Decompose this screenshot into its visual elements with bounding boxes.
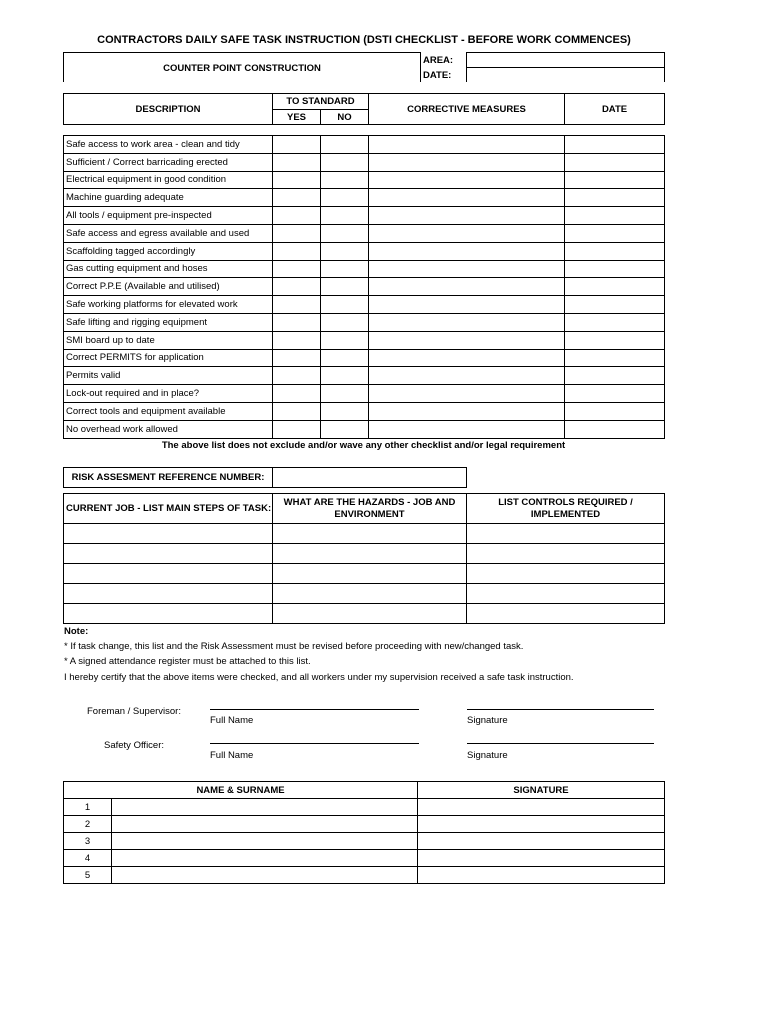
checklist-no-cell[interactable] [321, 331, 369, 349]
checklist-corrective-cell[interactable] [369, 207, 565, 225]
risk-cell[interactable] [467, 604, 665, 624]
checklist-corrective-cell[interactable] [369, 420, 565, 438]
foreman-signature-label: Signature [467, 715, 508, 726]
checklist-item-label: Correct tools and equipment available [64, 402, 273, 420]
checklist-no-cell[interactable] [321, 242, 369, 260]
checklist-row [64, 189, 665, 207]
checklist-header [63, 93, 665, 125]
checklist-table [63, 135, 665, 439]
risk-cell[interactable] [467, 584, 665, 604]
checklist-date-cell[interactable] [565, 349, 665, 367]
attendance-row [64, 816, 665, 833]
checklist-yes-cell[interactable] [273, 189, 321, 207]
checklist-date-cell[interactable] [565, 313, 665, 331]
checklist-corrective-cell[interactable] [369, 278, 565, 296]
risk-cell[interactable] [273, 524, 467, 544]
risk-cell[interactable] [273, 544, 467, 564]
checklist-no-cell[interactable] [321, 224, 369, 242]
risk-cell[interactable] [64, 604, 273, 624]
checklist-row [64, 402, 665, 420]
checklist-row [64, 313, 665, 331]
checklist-no-cell[interactable] [321, 278, 369, 296]
attendance-signature-cell[interactable] [418, 816, 665, 833]
header-table [63, 52, 665, 84]
checklist-yes-cell[interactable] [273, 278, 321, 296]
attendance-name-cell[interactable] [112, 850, 418, 867]
checklist-row [64, 171, 665, 189]
checklist-date-cell[interactable] [565, 402, 665, 420]
foreman-signature-line[interactable] [467, 709, 654, 710]
checklist-yes-cell[interactable] [273, 136, 321, 154]
attendance-signature-cell[interactable] [418, 867, 665, 884]
checklist-yes-cell[interactable] [273, 242, 321, 260]
checklist-no-cell[interactable] [321, 420, 369, 438]
checklist-row [64, 260, 665, 278]
attendance-signature-cell[interactable] [418, 833, 665, 850]
checklist-item-label: Safe access to work area - clean and tidy [64, 136, 273, 154]
checklist-item-label: Safe access and egress available and used [64, 224, 273, 242]
checklist-corrective-cell[interactable] [369, 349, 565, 367]
checklist-yes-cell[interactable] [273, 313, 321, 331]
col-date: DATE [565, 94, 665, 125]
company-name: COUNTER POINT CONSTRUCTION [64, 53, 421, 84]
attendance-signature-cell[interactable] [418, 850, 665, 867]
col-hazards: WHAT ARE THE HAZARDS - JOB AND ENVIRONMENT [273, 494, 467, 524]
col-controls: LIST CONTROLS REQUIRED / IMPLEMENTED [467, 494, 665, 524]
checklist-row [64, 296, 665, 314]
safety-officer-label: Safety Officer: [104, 740, 165, 751]
checklist-no-cell[interactable] [321, 349, 369, 367]
risk-table [63, 493, 665, 624]
page-title: CONTRACTORS DAILY SAFE TASK INSTRUCTION (DSTI CHECKLIST - BEFORE WORK COMMENCES) [97, 34, 631, 46]
risk-cell[interactable] [64, 584, 273, 604]
risk-cell[interactable] [64, 544, 273, 564]
checklist-yes-cell[interactable] [273, 402, 321, 420]
checklist-date-cell[interactable] [565, 189, 665, 207]
checklist-no-cell[interactable] [321, 296, 369, 314]
risk-cell[interactable] [467, 544, 665, 564]
checklist-row [64, 278, 665, 296]
checklist-corrective-cell[interactable] [369, 153, 565, 171]
foreman-label: Foreman / Supervisor: [87, 706, 181, 717]
checklist-row [64, 136, 665, 154]
safety-signature-label: Signature [467, 750, 508, 761]
checklist-date-cell[interactable] [565, 420, 665, 438]
checklist-yes-cell[interactable] [273, 171, 321, 189]
checklist-item-label: Gas cutting equipment and hoses [64, 260, 273, 278]
checklist-corrective-cell[interactable] [369, 385, 565, 403]
checklist-row [64, 331, 665, 349]
risk-cell[interactable] [467, 564, 665, 584]
checklist-yes-cell[interactable] [273, 331, 321, 349]
checklist-date-cell[interactable] [565, 207, 665, 225]
checklist-date-cell[interactable] [565, 260, 665, 278]
checklist-date-cell[interactable] [565, 224, 665, 242]
checklist-date-cell[interactable] [565, 385, 665, 403]
checklist-yes-cell[interactable] [273, 367, 321, 385]
checklist-yes-cell[interactable] [273, 224, 321, 242]
checklist-date-cell[interactable] [565, 331, 665, 349]
checklist-item-label: Machine guarding adequate [64, 189, 273, 207]
checklist-row [64, 385, 665, 403]
checklist-no-cell[interactable] [321, 402, 369, 420]
attendance-row [64, 850, 665, 867]
foreman-full-name-label: Full Name [210, 715, 254, 726]
checklist-no-cell[interactable] [321, 313, 369, 331]
attendance-name-cell[interactable] [112, 799, 418, 816]
checklist-row [64, 207, 665, 225]
checklist-yes-cell[interactable] [273, 153, 321, 171]
checklist-corrective-cell[interactable] [369, 260, 565, 278]
note-heading: Note: [64, 626, 89, 637]
risk-cell[interactable] [64, 564, 273, 584]
safety-full-name-label: Full Name [210, 750, 254, 761]
date-label: DATE: [421, 68, 467, 84]
checklist-date-cell[interactable] [565, 278, 665, 296]
checklist-row [64, 349, 665, 367]
checklist-date-cell[interactable] [565, 136, 665, 154]
checklist-yes-cell[interactable] [273, 296, 321, 314]
certify-text: I hereby certify that the above items were checked, and all workers under my supervision received a safe task instruction. [64, 672, 574, 683]
checklist-item-label: Safe working platforms for elevated work [64, 296, 273, 314]
checklist-corrective-cell[interactable] [369, 189, 565, 207]
area-label: AREA: [421, 53, 467, 68]
checklist-date-cell[interactable] [565, 296, 665, 314]
note-line-2: * A signed attendance register must be attached to this list. [64, 656, 311, 667]
checklist-yes-cell[interactable] [273, 207, 321, 225]
attendance-row-number: 1 [64, 799, 112, 816]
checklist-yes-cell[interactable] [273, 420, 321, 438]
checklist-corrective-cell[interactable] [369, 313, 565, 331]
checklist-item-label: Correct PERMITS for application [64, 349, 273, 367]
col-to-standard: TO STANDARD [273, 94, 369, 110]
checklist-item-label: No overhead work allowed [64, 420, 273, 438]
checklist-item-label: Scaffolding tagged accordingly [64, 242, 273, 260]
col-name-surname: NAME & SURNAME [64, 782, 418, 799]
attendance-name-cell[interactable] [112, 833, 418, 850]
attendance-row [64, 867, 665, 884]
attendance-row-number: 3 [64, 833, 112, 850]
checklist-row [64, 153, 665, 171]
checklist-corrective-cell[interactable] [369, 136, 565, 154]
checklist-item-label: Sufficient / Correct barricading erected [64, 153, 273, 171]
risk-cell[interactable] [273, 604, 467, 624]
risk-cell[interactable] [64, 524, 273, 544]
attendance-name-cell[interactable] [112, 867, 418, 884]
col-steps: CURRENT JOB - LIST MAIN STEPS OF TASK: [64, 494, 273, 524]
checklist-row [64, 420, 665, 438]
foreman-name-line[interactable] [210, 709, 419, 710]
risk-ref-label: RISK ASSESMENT REFERENCE NUMBER: [64, 468, 273, 488]
area-field[interactable] [467, 53, 665, 68]
checklist-item-label: Permits valid [64, 367, 273, 385]
checklist-no-cell[interactable] [321, 189, 369, 207]
attendance-row [64, 833, 665, 850]
col-corrective: CORRECTIVE MEASURES [369, 94, 565, 125]
attendance-row-number: 2 [64, 816, 112, 833]
checklist-row [64, 367, 665, 385]
checklist-no-cell[interactable] [321, 207, 369, 225]
checklist-no-cell[interactable] [321, 385, 369, 403]
risk-cell[interactable] [467, 524, 665, 544]
col-yes: YES [273, 110, 321, 125]
checklist-row [64, 242, 665, 260]
checklist-no-cell[interactable] [321, 136, 369, 154]
checklist-no-cell[interactable] [321, 367, 369, 385]
checklist-item-label: SMI board up to date [64, 331, 273, 349]
checklist-corrective-cell[interactable] [369, 331, 565, 349]
checklist-no-cell[interactable] [321, 260, 369, 278]
checklist-yes-cell[interactable] [273, 349, 321, 367]
checklist-corrective-cell[interactable] [369, 402, 565, 420]
risk-cell[interactable] [273, 584, 467, 604]
checklist-no-cell[interactable] [321, 171, 369, 189]
attendance-row [64, 799, 665, 816]
checklist-corrective-cell[interactable] [369, 296, 565, 314]
note-line-1: * If task change, this list and the Risk Assessment must be revised before proceeding with new/changed task. [64, 641, 524, 652]
checklist-corrective-cell[interactable] [369, 367, 565, 385]
col-description: DESCRIPTION [64, 94, 273, 125]
attendance-table [63, 781, 665, 884]
checklist-no-cell[interactable] [321, 153, 369, 171]
disclaimer: The above list does not exclude and/or wave any other checklist and/or legal requirement [161, 440, 566, 451]
checklist-yes-cell[interactable] [273, 260, 321, 278]
safety-signature-line[interactable] [467, 743, 654, 744]
checklist-corrective-cell[interactable] [369, 242, 565, 260]
col-signature: SIGNATURE [418, 782, 665, 799]
checklist-item-label: All tools / equipment pre-inspected [64, 207, 273, 225]
risk-ref-table [63, 467, 467, 488]
checklist-item-label: Lock-out required and in place? [64, 385, 273, 403]
checklist-date-cell[interactable] [565, 153, 665, 171]
checklist-date-cell[interactable] [565, 171, 665, 189]
checklist-item-label: Correct P.P.E (Available and utilised) [64, 278, 273, 296]
checklist-item-label: Electrical equipment in good condition [64, 171, 273, 189]
checklist-date-cell[interactable] [565, 242, 665, 260]
col-no: NO [321, 110, 369, 125]
risk-cell[interactable] [273, 564, 467, 584]
checklist-date-cell[interactable] [565, 367, 665, 385]
risk-ref-field[interactable] [273, 468, 467, 488]
checklist-item-label: Safe lifting and rigging equipment [64, 313, 273, 331]
checklist-corrective-cell[interactable] [369, 171, 565, 189]
attendance-row-number: 4 [64, 850, 112, 867]
checklist-corrective-cell[interactable] [369, 224, 565, 242]
attendance-name-cell[interactable] [112, 816, 418, 833]
checklist-yes-cell[interactable] [273, 385, 321, 403]
checklist-row [64, 224, 665, 242]
attendance-signature-cell[interactable] [418, 799, 665, 816]
safety-name-line[interactable] [210, 743, 419, 744]
attendance-row-number: 5 [64, 867, 112, 884]
